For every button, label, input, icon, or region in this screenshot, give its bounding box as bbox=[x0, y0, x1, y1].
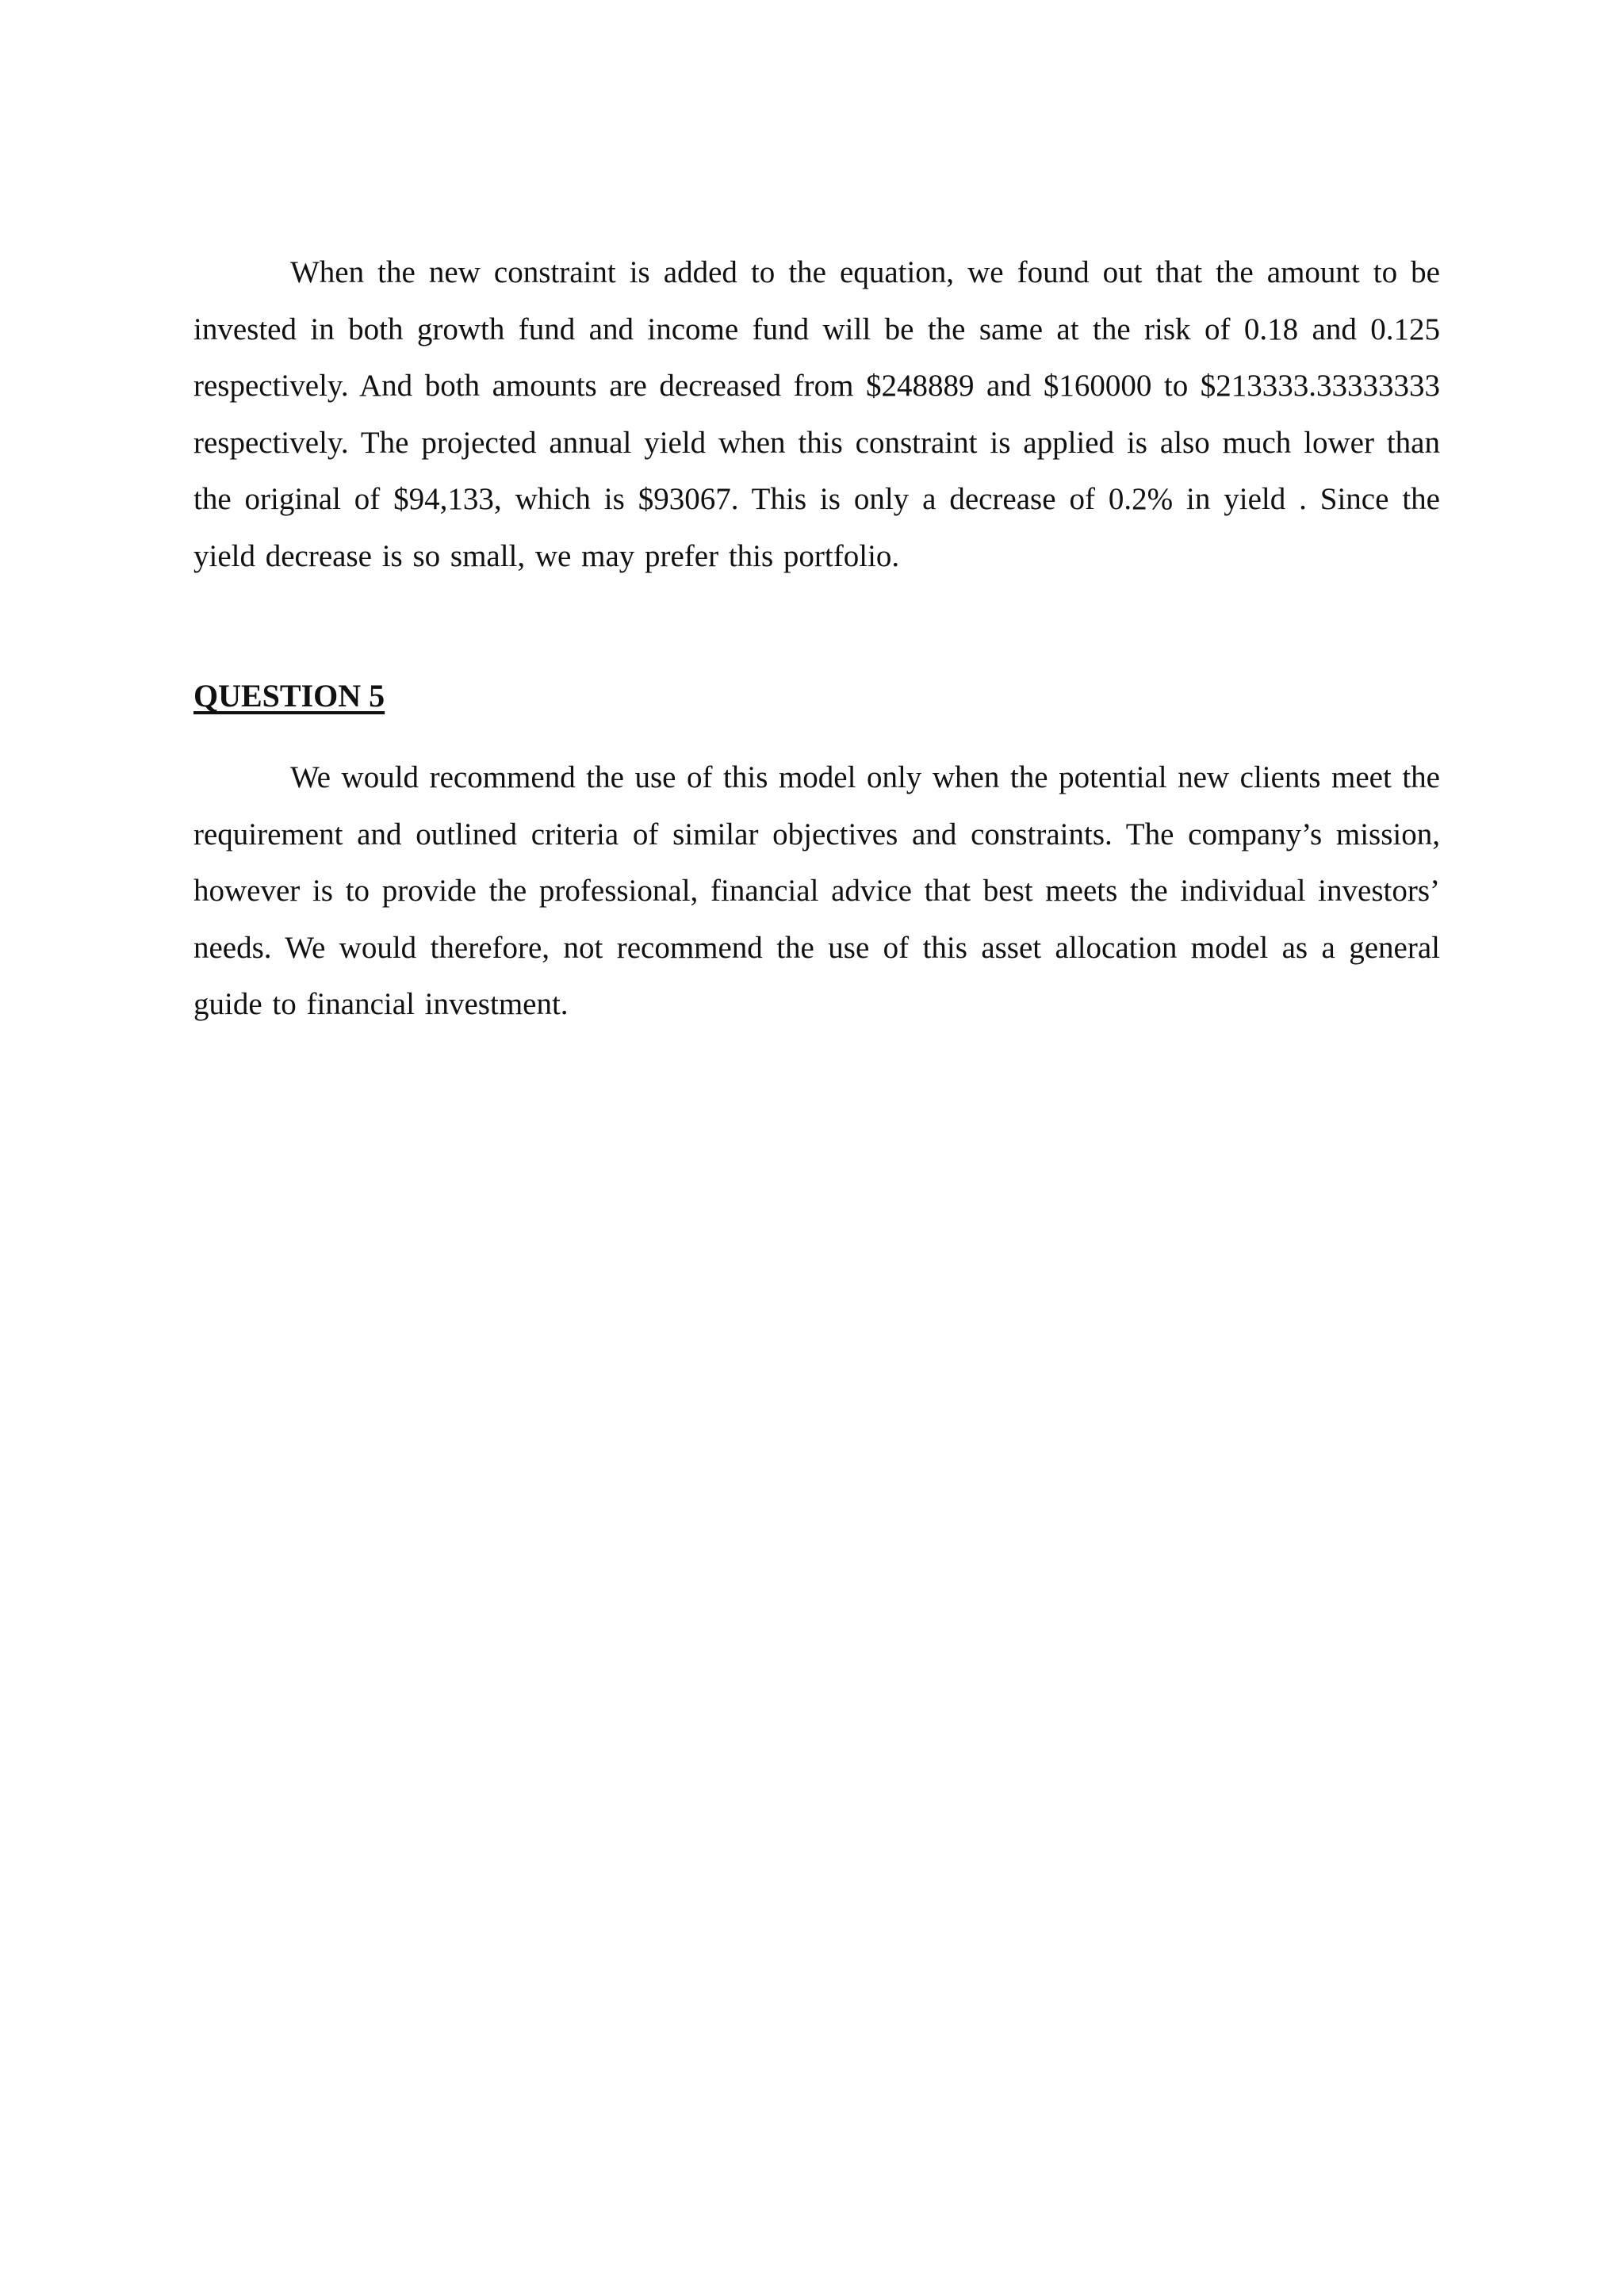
paragraph-constraint-analysis: When the new constraint is added to the equation, we found out that the amount to be invested in both growth fund and income fund will be the same at the risk of 0.18 and 0.125 respectively. And both amounts are decreased from $248889 and $160000 to $213333.33333333 respectively. The projected annual yield when this constraint is applied is also much lower than the original of $94,133, which is $93067. This is only a decrease of 0.2% in yield . Since the yield decrease is so small, we may prefer this portfolio. bbox=[193, 255, 1440, 573]
section-heading-question-5: QUESTION 5 bbox=[193, 678, 385, 714]
document-body bbox=[193, 244, 1440, 1033]
paragraph-recommendation: We would recommend the use of this model only when the potential new clients meet the requirement and outlined criteria of similar objectives and constraints. The company’s mission, however is to provide the professional, financial advice that best meets the individual investors’ needs. We would therefore, not recommend the use of this asset allocation model as a general guide to financial investment. bbox=[193, 760, 1440, 1021]
